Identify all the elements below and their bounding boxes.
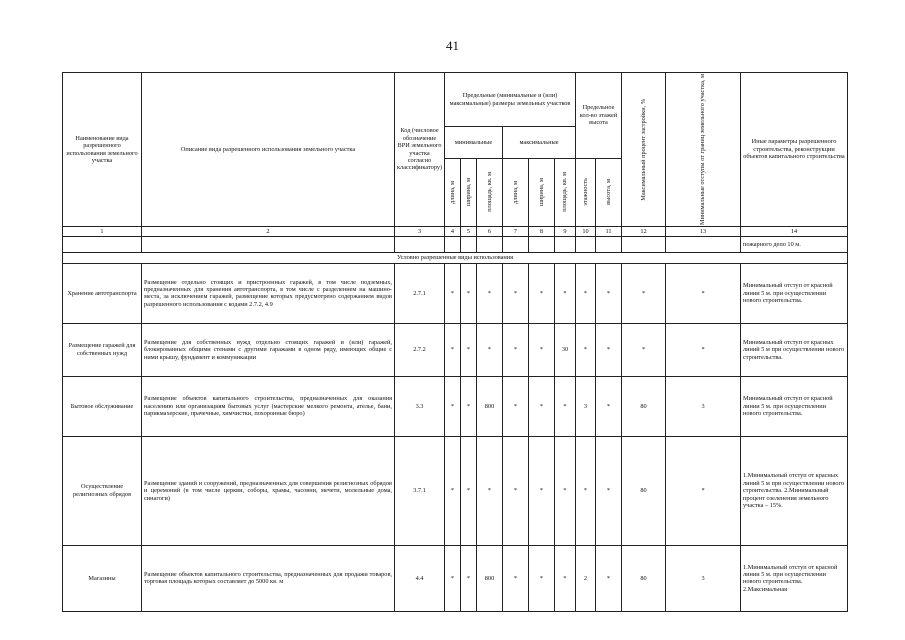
carry-row-text: пожарного депо 10 м. — [741, 237, 848, 253]
table-row — [63, 436, 848, 545]
row-value-cell: * — [529, 436, 555, 545]
row-value-cell: * — [666, 323, 741, 376]
table-row — [63, 323, 848, 376]
column-number: 1 — [63, 227, 142, 237]
section-row — [63, 253, 848, 263]
column-numbers-row — [63, 227, 848, 237]
row-value-cell: * — [596, 323, 622, 376]
row-value-cell: * — [461, 545, 477, 611]
row-code-cell: 3.7.1 — [395, 436, 445, 545]
header-description: Описание вида разрешенного использования земельного участка — [142, 73, 395, 227]
zoning-table — [62, 72, 848, 612]
column-number: 12 — [622, 227, 666, 237]
row-value-cell: * — [503, 323, 529, 376]
column-number: 9 — [555, 227, 576, 237]
row-value-cell: * — [461, 263, 477, 323]
header-min-length: длина, м — [445, 158, 461, 226]
row-name-cell: Магазины — [63, 545, 142, 611]
row-value-cell: 800 — [477, 545, 503, 611]
row-value-cell: * — [477, 436, 503, 545]
table-row — [63, 376, 848, 436]
column-number: 3 — [395, 227, 445, 237]
row-value-cell: * — [445, 323, 461, 376]
row-value-cell: * — [555, 263, 576, 323]
header-name: Наименование вида разрешенного использования земельного участка — [63, 73, 142, 227]
row-value-cell: * — [576, 263, 596, 323]
row-value-cell: 3 — [666, 376, 741, 436]
row-value-cell: * — [445, 545, 461, 611]
row-value-cell: * — [666, 263, 741, 323]
row-value-cell: * — [445, 376, 461, 436]
header-floors: этажность — [576, 158, 596, 226]
row-value-cell: * — [666, 436, 741, 545]
row-other-params-cell: Минимальный отступ от красной линии 5 м. при осуществлении нового строительства. — [741, 263, 848, 323]
row-value-cell: * — [461, 323, 477, 376]
row-name-cell: Осуществление религиозных обрядов — [63, 436, 142, 545]
row-value-cell: * — [555, 436, 576, 545]
table-row — [63, 263, 848, 323]
row-name-cell: Размещение гаражей для собственных нужд — [63, 323, 142, 376]
table-row — [63, 545, 848, 611]
header-code: Код (числовое обозначение ВРИ земельного участка согласно классификатору) — [395, 73, 445, 227]
row-other-params-cell: 1.Минимальный отступ от красной линии 5 м. при осуществлении нового строительства. 2.Максимальная — [741, 545, 848, 611]
row-other-params-cell: Минимальный отступ от красных линий 5 м при осуществлении нового строительства. — [741, 323, 848, 376]
header-setback: Минимальные отступы от границ земельного участка, м — [666, 73, 741, 227]
row-description-cell: Размещение объектов капитального строительства, предназначенных для оказания населению или организациям бытовых услуг (мастерские мелкого ремонта, ателье, бани, парикмахерские, прачечные, химчистки, похоронные бюро) — [142, 376, 395, 436]
row-code-cell: 4.4 — [395, 545, 445, 611]
row-value-cell: * — [555, 376, 576, 436]
column-number: 14 — [741, 227, 848, 237]
row-value-cell: * — [529, 263, 555, 323]
row-value-cell: 3 — [576, 376, 596, 436]
column-number: 4 — [445, 227, 461, 237]
row-value-cell: * — [596, 436, 622, 545]
row-value-cell: * — [503, 545, 529, 611]
row-value-cell: * — [529, 323, 555, 376]
page-number: 41 — [446, 38, 459, 53]
header-max-width: ширина, м — [529, 158, 555, 226]
column-number: 8 — [529, 227, 555, 237]
row-value-cell: 3 — [666, 545, 741, 611]
row-value-cell: 2 — [576, 545, 596, 611]
row-name-cell: Хранение автотранспорта — [63, 263, 142, 323]
row-value-cell: * — [596, 263, 622, 323]
section-title: Условно разрешенные виды использования — [63, 253, 848, 263]
column-number: 2 — [142, 227, 395, 237]
row-value-cell: * — [503, 436, 529, 545]
row-value-cell: * — [503, 376, 529, 436]
row-description-cell: Размещение объектов капитального строительства, предназначенных для продажи товаров, торговая площадь которых составляет до 5000 кв. м — [142, 545, 395, 611]
header-max-area: площадь, кв. м — [555, 158, 576, 226]
row-code-cell: 2.7.2 — [395, 323, 445, 376]
header-min-area: площадь, кв. м — [477, 158, 503, 226]
header-height: высота, м — [596, 158, 622, 226]
header-max-length: длина, м — [503, 158, 529, 226]
row-value-cell: * — [622, 263, 666, 323]
row-value-cell: * — [477, 323, 503, 376]
row-value-cell: * — [503, 263, 529, 323]
column-number: 5 — [461, 227, 477, 237]
column-number: 6 — [477, 227, 503, 237]
header-max: максимальные — [503, 127, 576, 158]
row-value-cell: * — [461, 376, 477, 436]
table-body — [63, 263, 848, 611]
header-min-width: ширина, м — [461, 158, 477, 226]
row-value-cell: * — [596, 545, 622, 611]
column-number: 11 — [596, 227, 622, 237]
row-value-cell: 800 — [477, 376, 503, 436]
row-value-cell: * — [477, 263, 503, 323]
row-value-cell: * — [596, 376, 622, 436]
row-description-cell: Размещение зданий и сооружений, предназначенных для совершения религиозных обрядов и церемоний (в том числе церкви, соборы, храмы, часовни, мечети, молельные дома, синагоги) — [142, 436, 395, 545]
row-value-cell: * — [445, 436, 461, 545]
row-other-params-cell: Минимальный отступ от красной линии 5 м. при осуществлении нового строительства. — [741, 376, 848, 436]
column-number: 10 — [576, 227, 596, 237]
carry-row — [63, 237, 848, 253]
column-number: 7 — [503, 227, 529, 237]
row-value-cell: * — [555, 545, 576, 611]
header-coverage: Максимальный процент застройки, % — [622, 73, 666, 227]
row-value-cell: 80 — [622, 436, 666, 545]
row-code-cell: 3.3 — [395, 376, 445, 436]
row-value-cell: * — [461, 436, 477, 545]
column-number: 13 — [666, 227, 741, 237]
row-value-cell: * — [622, 323, 666, 376]
row-value-cell: * — [529, 376, 555, 436]
row-name-cell: Бытовое обслуживание — [63, 376, 142, 436]
row-value-cell: * — [576, 323, 596, 376]
row-value-cell: 80 — [622, 376, 666, 436]
row-description-cell: Размещение отдельно стоящих и пристроенных гаражей, в том числе подземных, предназначенных для хранения автотранспорта, в том числе с разделением на машино-места, за исключением гаражей, размещение которых предусмотрено содержанием видов разрешенного использования с кодами 2.7.2, 4.9 — [142, 263, 395, 323]
header-other: Иные параметры разрешенного строительства, реконструкции объектов капитального строительства — [741, 73, 848, 227]
row-value-cell: * — [576, 436, 596, 545]
row-value-cell: * — [529, 545, 555, 611]
row-value-cell: 30 — [555, 323, 576, 376]
header-min: минимальные — [445, 127, 503, 158]
row-value-cell: * — [445, 263, 461, 323]
row-value-cell: 80 — [622, 545, 666, 611]
row-other-params-cell: 1.Минимальный отступ от красных линий 5 м при осуществлении нового строительства. 2.Минимальный процент озеленения земельного участка – 15%. — [741, 436, 848, 545]
row-code-cell: 2.7.1 — [395, 263, 445, 323]
row-description-cell: Размещение для собственных нужд отдельно стоящих гаражей и (или) гаражей, блокированных общими стенами с другими гаражами в одном ряду, имеющих общие с ними крышу, фундамент и коммуникации — [142, 323, 395, 376]
header-floors-group: Предельное кол-во этажей высота — [576, 73, 622, 159]
header-limits-group: Предельные (минимальные и (или) максимальные) размеры земельных участков — [445, 73, 576, 127]
